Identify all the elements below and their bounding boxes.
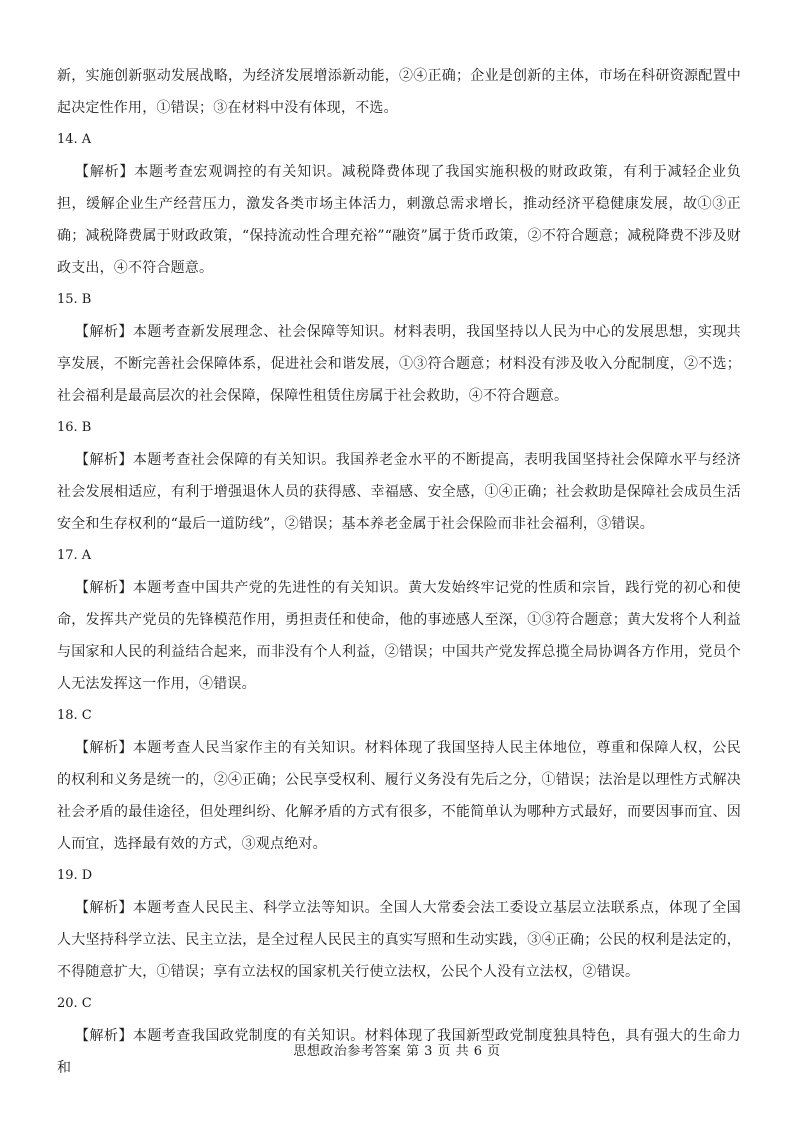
question-18-number: 18. C [57, 708, 92, 723]
question-19-analysis: 【解析】本题考查人民民主、科学立法等知识。全国人大常委会法工委设立基层立法联系点，体现了全国人大坚持科学立法、民主立法，是全过程人民民主的真实写照和生动实践，③④正确；公民的权利是法定的，不得随意扩大，①错误；享有立法权的国家机关行使立法权，公民个人没有立法权，②错误。 [57, 900, 741, 980]
question-15-number: 15. B [57, 292, 92, 307]
question-20-number: 20. C [57, 996, 92, 1011]
intro-paragraph: 新，实施创新驱动发展战略，为经济发展增添新动能，②④正确；企业是创新的主体，市场在科研资源配置中起决定性作用，①错误；③在材料中没有体现，不选。 [57, 68, 741, 116]
answer-content [57, 60, 741, 1084]
question-17-number: 17. A [57, 548, 92, 563]
question-19-number: 19. D [57, 868, 93, 883]
page-footer: 思想政治参考答案 第 3 页 共 6 页 [293, 1044, 501, 1059]
question-20-analysis: 【解析】本题考查我国政党制度的有关知识。材料体现了我国新型政党制度独具特色，具有强大的生命力和 [57, 1028, 741, 1076]
question-15-analysis: 【解析】本题考查新发展理念、社会保障等知识。材料表明，我国坚持以人民为中心的发展思想，实现共享发展，不断完善社会保障体系，促进社会和谐发展，①③符合题意；材料没有涉及收入分配制度，②不选；社会福利是最高层次的社会保障，保障性租赁住房属于社会救助，④不符合题意。 [57, 324, 741, 404]
question-14-number: 14. A [57, 132, 92, 147]
question-16-analysis: 【解析】本题考查社会保障的有关知识。我国养老金水平的不断提高，表明我国坚持社会保障水平与经济社会发展相适应，有利于增强退休人员的获得感、幸福感、安全感，①④正确；社会救助是保障社会成员生活安全和生存权利的“最后一道防线”，②错误；基本养老金属于社会保险而非社会福利，③错误。 [57, 452, 741, 532]
question-16-number: 16. B [57, 420, 92, 435]
question-17-analysis: 【解析】本题考查中国共产党的先进性的有关知识。黄大发始终牢记党的性质和宗旨，践行党的初心和使命，发挥共产党员的先锋模范作用，勇担责任和使命，他的事迹感人至深，①③符合题意；黄大发将个人利益与国家和人民的利益结合起来，而非没有个人利益，②错误；中国共产党发挥总揽全局协调各方作用，党员个人无法发挥这一作用，④错误。 [57, 580, 741, 692]
question-14-analysis: 【解析】本题考查宏观调控的有关知识。减税降费体现了我国实施积极的财政政策，有利于减轻企业负担，缓解企业生产经营压力，激发各类市场主体活力，刺激总需求增长，推动经济平稳健康发展，故①③正确；减税降费属于财政政策，“保持流动性合理充裕”“融资”属于货币政策，②不符合题意；减税降费不涉及财政支出，④不符合题意。 [57, 164, 741, 276]
question-18-analysis: 【解析】本题考查人民当家作主的有关知识。材料体现了我国坚持人民主体地位，尊重和保障人权，公民的权利和义务是统一的，②④正确；公民享受权利、履行义务没有先后之分，①错误；法治是以理性方式解决社会矛盾的最佳途径，但处理纠纷、化解矛盾的方式有很多，不能简单认为哪种方式最好，而要因事而宜、因人而宜，选择最有效的方式，③观点绝对。 [57, 740, 741, 852]
